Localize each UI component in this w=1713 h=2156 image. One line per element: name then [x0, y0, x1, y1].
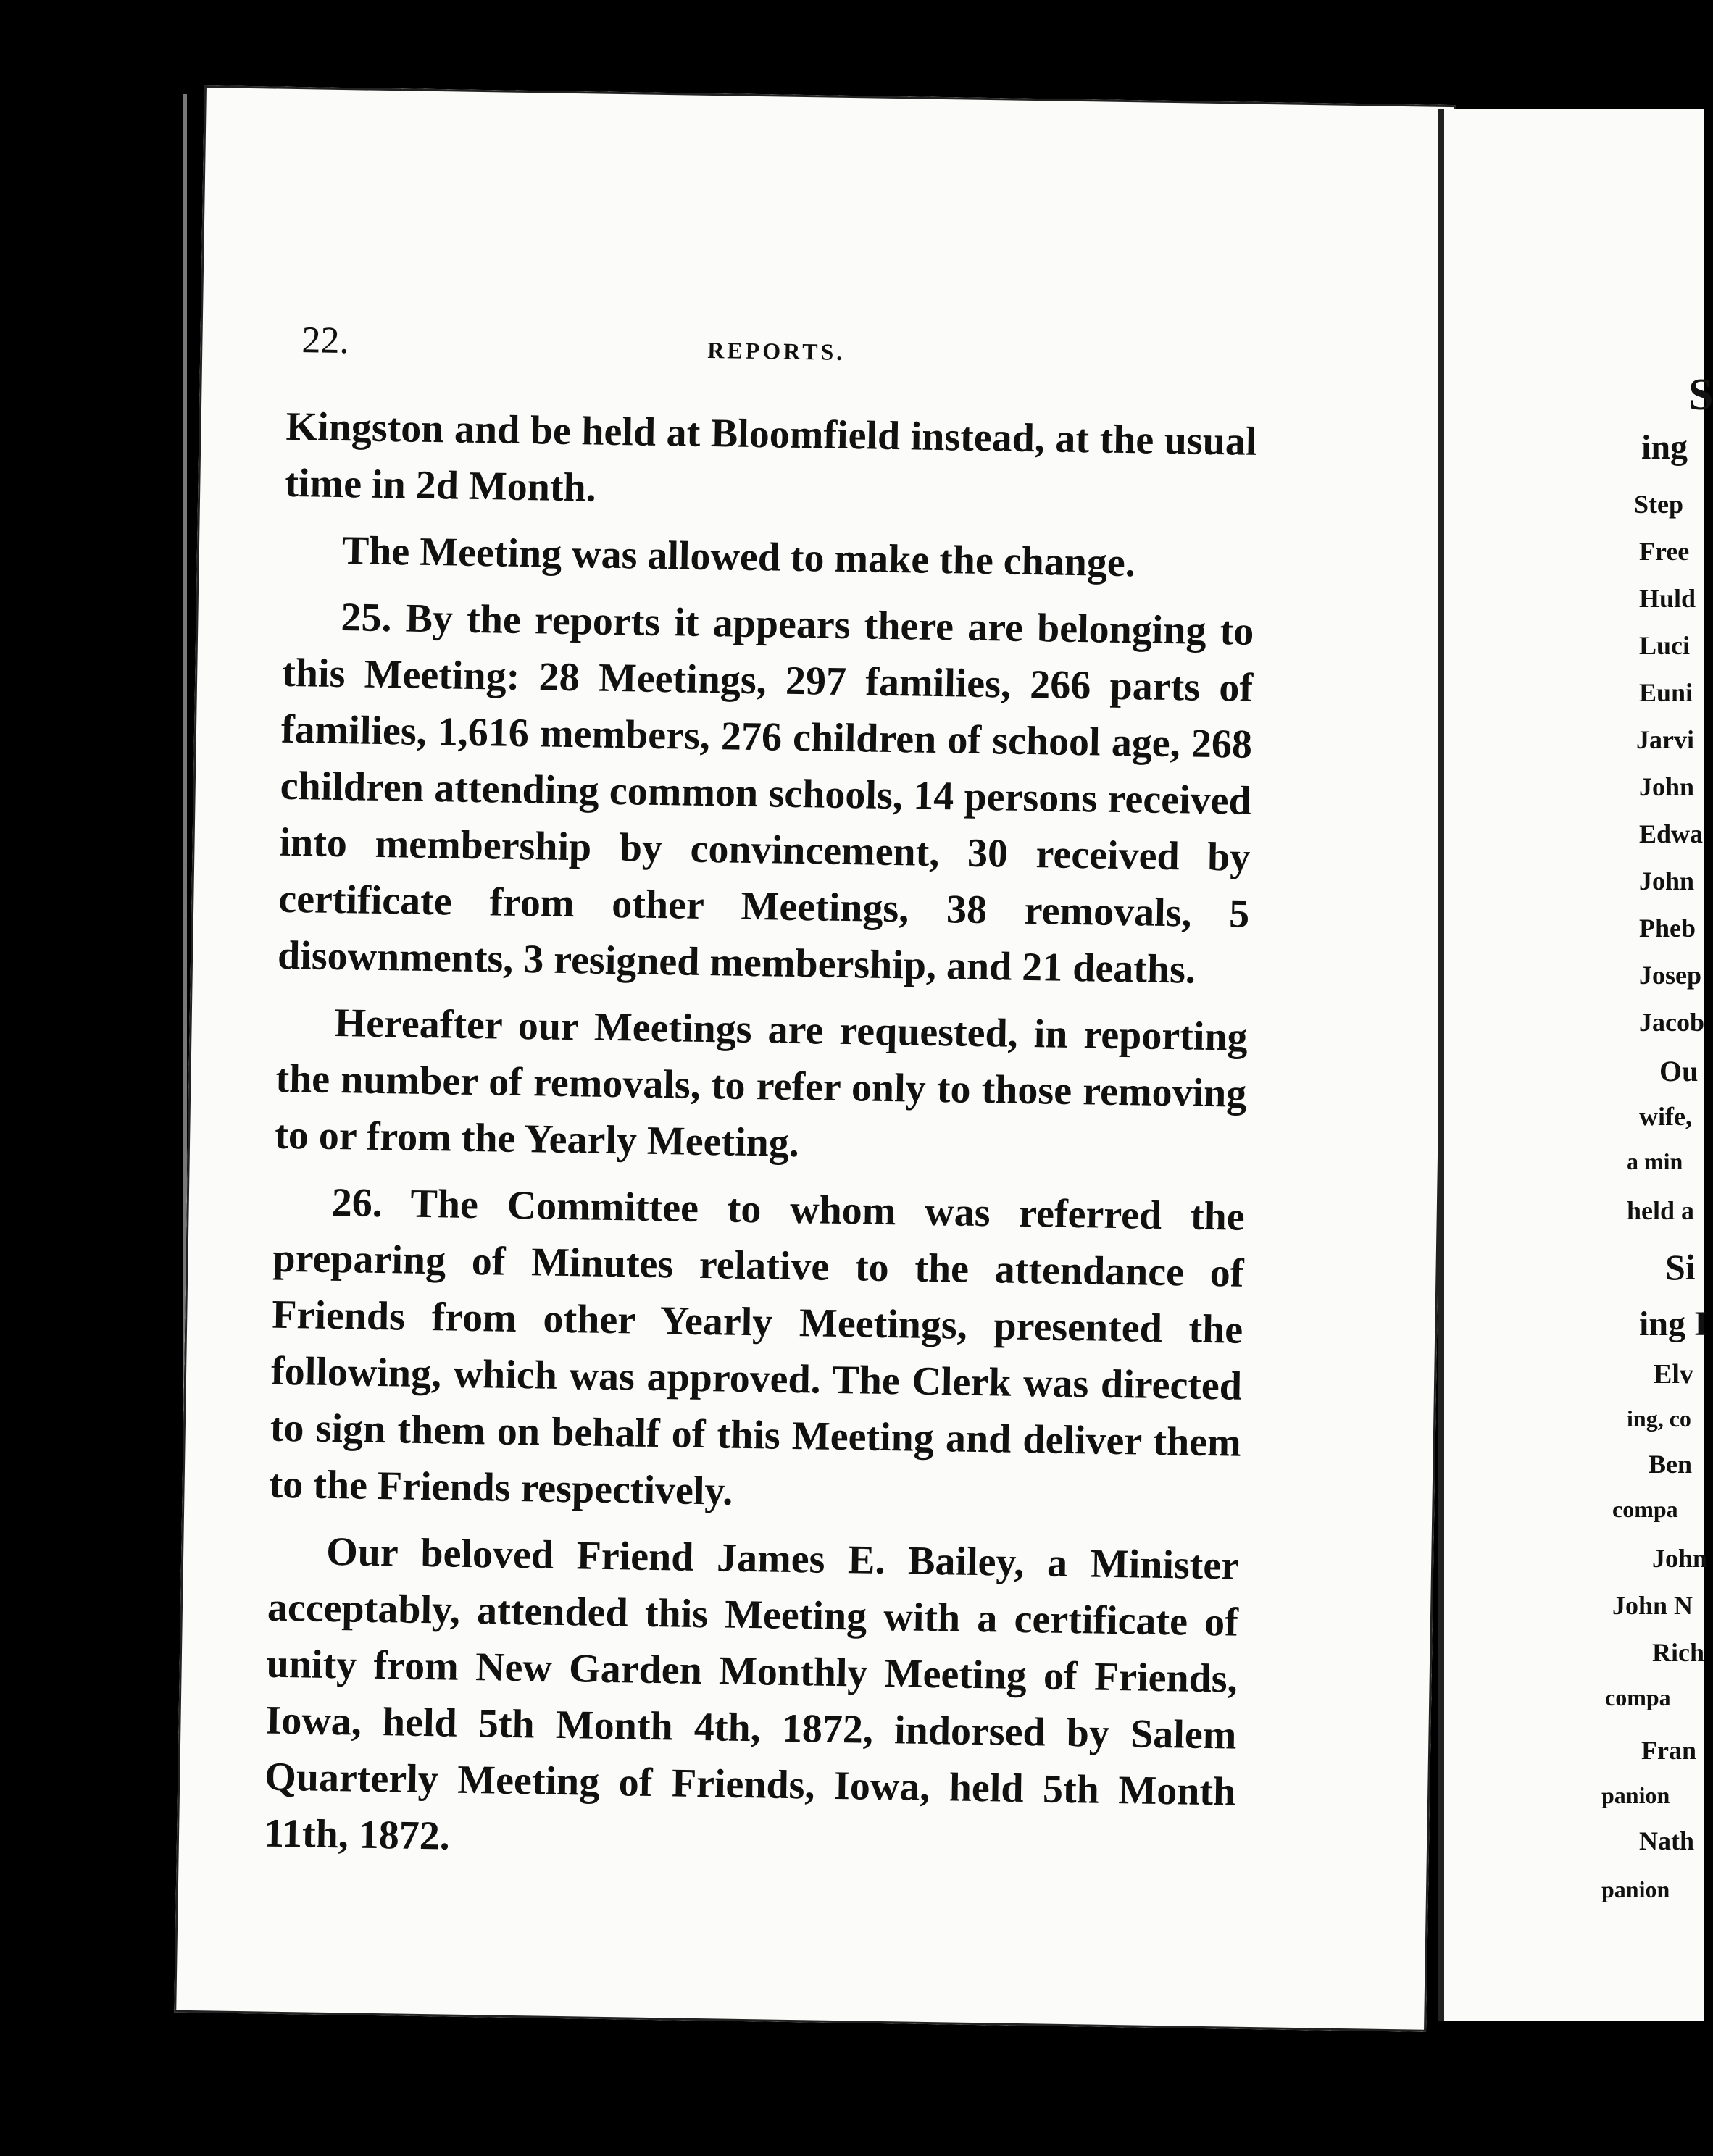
right-page-line-fragment: John: [1652, 1544, 1708, 1573]
right-page-line-fragment: Nath: [1639, 1826, 1695, 1855]
right-page-line-fragment: Ben: [1649, 1450, 1693, 1479]
page-number: 22.: [301, 319, 349, 362]
paragraph-25-statistics: 25. By the reports it appears there are belonging to this Meeting: 28 Meetings, 297 families, 266 parts of families, 1,616 members, 276 children of school age, 268 children attending common schools, 14 persons received into membership by convincement, 30 received by certificate from other Meetings, 38 removals, 5 disownments, 3 resigned membership, and 21 deaths.: [277, 595, 1254, 993]
right-page-line-fragment: compa: [1612, 1496, 1678, 1522]
right-page-line-fragment: Free: [1639, 537, 1690, 566]
right-page-line-fragment: wife,: [1639, 1102, 1692, 1131]
right-page-line-fragment: a min: [1627, 1148, 1683, 1174]
right-page-line-fragment: Huld: [1639, 584, 1696, 613]
right-page-line-fragment: Rich: [1652, 1638, 1704, 1667]
right-page-line-fragment: Luci: [1639, 631, 1691, 660]
right-page-line-fragment: John: [1639, 772, 1695, 801]
right-page-line-fragment: John N: [1612, 1591, 1693, 1620]
right-page-line-fragment: compa: [1605, 1684, 1671, 1710]
right-page-line-fragment: Jarvi: [1636, 725, 1694, 754]
right-page-line-fragment: Josep: [1639, 961, 1702, 990]
right-page-line-fragment: Pheb: [1639, 914, 1696, 943]
paragraph-26-committee: 26. The Committee to whom was referred the preparing of Minutes relative to the attendance of Friends from other Yearly Meetings, presented the following, which was approved. The Clerk was directed to sign them on behalf of this Meeting and deliver them to the Friends respectively.: [269, 1179, 1246, 1514]
paragraph-removals-request: Hereafter our Meetings are requested, in reporting the number of removals, to refer only to those removing to or from the Yearly Meeting.: [274, 1000, 1249, 1166]
right-page-line-fragment: Ou: [1659, 1055, 1699, 1087]
right-page-line-fragment: John: [1639, 866, 1695, 895]
right-page-line-fragment: Si: [1665, 1247, 1696, 1287]
right-page-line-fragment: panion: [1601, 1876, 1670, 1902]
paragraph-change-allowed: The Meeting was allowed to make the change.: [341, 528, 1136, 586]
right-page-line-fragment: Jacob: [1639, 1008, 1704, 1037]
right-page-line-fragment: Euni: [1639, 678, 1693, 707]
right-page-line-fragment: S: [1688, 370, 1713, 419]
right-page-line-fragment: ing I: [1639, 1305, 1708, 1343]
paragraph-james-bailey: Our beloved Friend James E. Bailey, a Minister acceptably, attended this Meeting with a certificate of unity from New Garden Monthly Meeting of Friends, Iowa, held 5th Month 4th, 1872, indorsed by Salem Quarterly Meeting of Friends, Iowa, held 5th Month 11th, 1872.: [263, 1529, 1240, 1859]
right-page-line-fragment: panion: [1601, 1782, 1670, 1808]
right-page-line-fragment: ing, co: [1627, 1405, 1691, 1432]
left-page: [174, 85, 1456, 2032]
right-page-line-fragment: Fran: [1641, 1736, 1696, 1765]
right-page-line-fragment: held a: [1627, 1196, 1695, 1225]
right-page-line-fragment: Edwa: [1639, 819, 1704, 848]
paragraph-continuation: Kingston and be held at Bloomfield instead, at the usual time in 2d Month.: [284, 404, 1257, 511]
body-text: [263, 398, 1257, 1887]
page-gutter: [1438, 109, 1444, 2021]
right-page-line-fragment: Elv: [1654, 1359, 1693, 1390]
running-head: REPORTS.: [707, 336, 846, 365]
right-page-line-fragment: Step: [1634, 490, 1684, 519]
right-page-line-fragment: ing: [1641, 428, 1688, 467]
